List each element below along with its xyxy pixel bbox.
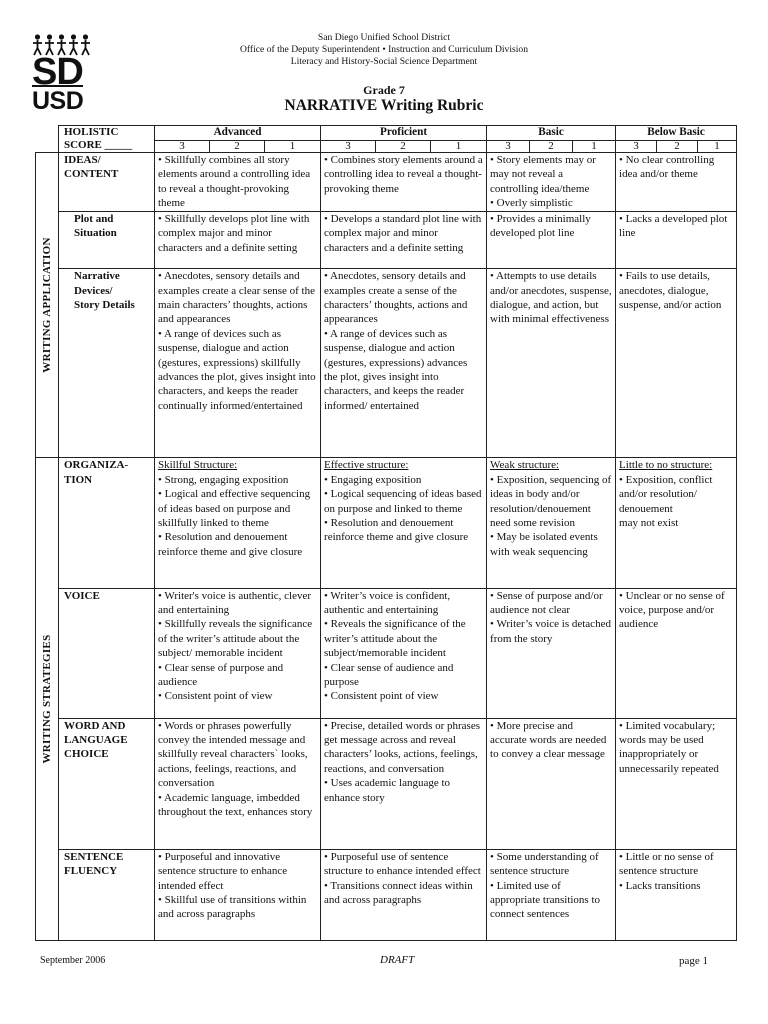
page-number: page 1	[678, 955, 708, 967]
score-cell: 1	[698, 140, 737, 152]
criterion-label: SENTENCE FLUENCY	[59, 849, 155, 940]
section-writing-application: WRITING APPLICATION	[36, 153, 59, 458]
grade-label: Grade 7	[363, 83, 405, 97]
rubric-cell: • Unclear or no sense of voice, purpose and/or audience	[616, 588, 737, 718]
rubric-cell: • No clear controlling idea and/or theme	[616, 153, 737, 212]
table-row	[36, 849, 737, 940]
criterion-label: Narrative Devices/ Story Details	[59, 269, 155, 458]
rubric-cell: • Words or phrases powerfully convey the intended message and skillfully reveal characters` looks, actions, feelings, reactions, and conversation • Academic language, imbedded throughout the text, enhances story	[155, 718, 321, 849]
rubric-cell: • Purposeful use of sentence structure to enhance intended effect • Transitions connect ideas within and across paragraphs	[321, 849, 487, 940]
score-cell: 1	[265, 140, 321, 152]
rubric-cell: • Lacks a developed plot line	[616, 212, 737, 269]
table-row	[36, 153, 737, 212]
rubric-cell: • Anecdotes, sensory details and examples create a clear sense of the main characters’ thoughts, actions and appearances • A range of devices such as suspense, dialogue and action (gestures, expressions) skillfully advances the plot, gives insight into characters, and keeps the reader continually informed/entertained	[155, 269, 321, 458]
score-cell: 1	[573, 140, 616, 152]
rubric-cell: • Writer’s voice is confident, authentic and entertaining • Reveals the significance of the writer’s attitude about the subject/memorable incident • Clear sense of audience and purpose • Consistent point of view	[321, 588, 487, 718]
rubric-cell: • Story elements may or may not reveal a controlling idea/theme • Overly simplistic	[487, 153, 616, 212]
structure-heading: Effective structure:	[324, 459, 409, 472]
rubric-cell: • Writer's voice is authentic, clever and entertaining • Skillfully reveals the significance of the writer’s attitude about the subject/ memorable incident • Clear sense of purpose and audience • Consistent point of view	[155, 588, 321, 718]
document-header	[0, 32, 768, 115]
criterion-label: ORGANIZA- TION	[59, 458, 155, 588]
rubric-cell: • Some understanding of sentence structure • Limited use of appropriate transitions to connect sentences	[487, 849, 616, 940]
rubric-cell: • Purposeful and innovative sentence structure to enhance intended effect • Skillful use of transitions within and across paragraphs	[155, 849, 321, 940]
level-below-basic: Below Basic	[616, 126, 737, 141]
rubric-table	[35, 125, 737, 941]
score-cell: 2	[530, 140, 573, 152]
rubric-cell: • Attempts to use details and/or anecdotes, suspense, dialogue, and action, but with minimal effectiveness	[487, 269, 616, 458]
score-cell: 2	[657, 140, 698, 152]
level-advanced: Advanced	[155, 126, 321, 141]
rubric-cell: • More precise and accurate words are needed to convey a clear message	[487, 718, 616, 849]
score-cell: 3	[155, 140, 210, 152]
rubric-cell: Skillful Structure: • Strong, engaging exposition • Logical and effective sequencing of ideas based on purpose and skillfully linked to theme • Resolution and denouement reinforce theme and give closure	[155, 458, 321, 588]
score-cell: 2	[210, 140, 265, 152]
rubric-cell: Effective structure: • Engaging exposition • Logical sequencing of ideas based on purpose and linked to theme • Resolution and denouement reinforce theme and give closure	[321, 458, 487, 588]
rubric-cell: • Develops a standard plot line with complex major and minor characters and a definite setting	[321, 212, 487, 269]
criterion-label: VOICE	[59, 588, 155, 718]
corner-blank	[36, 126, 59, 153]
table-row	[36, 458, 737, 588]
rubric-cell: Little to no structure: • Exposition, conflict and/or resolution/ denouement may not exist	[616, 458, 737, 588]
structure-heading: Little to no structure:	[619, 459, 713, 472]
logo-sd-text: SD	[32, 51, 83, 93]
rubric-cell: • Little or no sense of sentence structure • Lacks transitions	[616, 849, 737, 940]
criterion-label: IDEAS/ CONTENT	[59, 153, 155, 212]
rubric-cell: • Anecdotes, sensory details and examples create a sense of the characters’ thoughts, actions and appearances • A range of devices such as suspense, dialogue and action (gestures, expressions) advances the plot, gives insight into characters, and keeps the reader informed/ entertained	[321, 269, 487, 458]
table-row	[36, 718, 737, 849]
table-row	[36, 588, 737, 718]
rubric-cell: • Precise, detailed words or phrases get message across and reveal characters’ looks, actions, feelings, reactions, and conversation • Uses academic language to enhance story	[321, 718, 487, 849]
department-name: Literacy and History-Social Science Department	[290, 56, 478, 67]
level-proficient: Proficient	[321, 126, 487, 141]
logo-usd-text: USD	[32, 87, 84, 115]
office-name: Office of the Deputy Superintendent • Instruction and Curriculum Division	[239, 44, 528, 55]
table-row	[36, 212, 737, 269]
score-cell: 1	[431, 140, 487, 152]
rubric-cell: Weak structure: • Exposition, sequencing of ideas in body and/or resolution/denouement need some revision • May be isolated events with weak sequencing	[487, 458, 616, 588]
structure-heading: Weak structure:	[490, 459, 560, 472]
footer-status: DRAFT	[380, 954, 415, 966]
rubric-cell: • Limited vocabulary; words may be used inappropriately or unnecessarily repeated	[616, 718, 737, 849]
district-name: San Diego Unified School District	[317, 32, 451, 43]
criterion-label: Plot and Situation	[59, 212, 155, 269]
rubric-cell: • Provides a minimally developed plot line	[487, 212, 616, 269]
footer-date: September 2006	[40, 955, 106, 966]
rubric-cell: • Sense of purpose and/or audience not clear • Writer’s voice is detached from the story	[487, 588, 616, 718]
rubric-title: NARRATIVE Writing Rubric	[284, 97, 484, 114]
holistic-score-header: HOLISTIC SCORE _____	[59, 126, 155, 153]
rubric-cell: • Fails to use details, anecdotes, dialogue, suspense, and/or action	[616, 269, 737, 458]
rubric-cell: • Skillfully combines all story elements around a controlling idea to reveal a thought-provoking theme	[155, 153, 321, 212]
criterion-label: WORD AND LANGUAGE CHOICE	[59, 718, 155, 849]
table-row	[36, 269, 737, 458]
rubric-cell: • Combines story elements around a controlling idea to reveal a thought-provoking theme	[321, 153, 487, 212]
rubric-cell: • Skillfully develops plot line with complex major and minor characters and a definite setting	[155, 212, 321, 269]
score-cell: 3	[616, 140, 657, 152]
score-cell: 2	[376, 140, 431, 152]
score-cell: 3	[487, 140, 530, 152]
structure-heading: Skillful Structure:	[158, 459, 238, 472]
score-cell: 3	[321, 140, 376, 152]
level-basic: Basic	[487, 126, 616, 141]
section-writing-strategies: WRITING STRATEGIES	[36, 458, 59, 941]
